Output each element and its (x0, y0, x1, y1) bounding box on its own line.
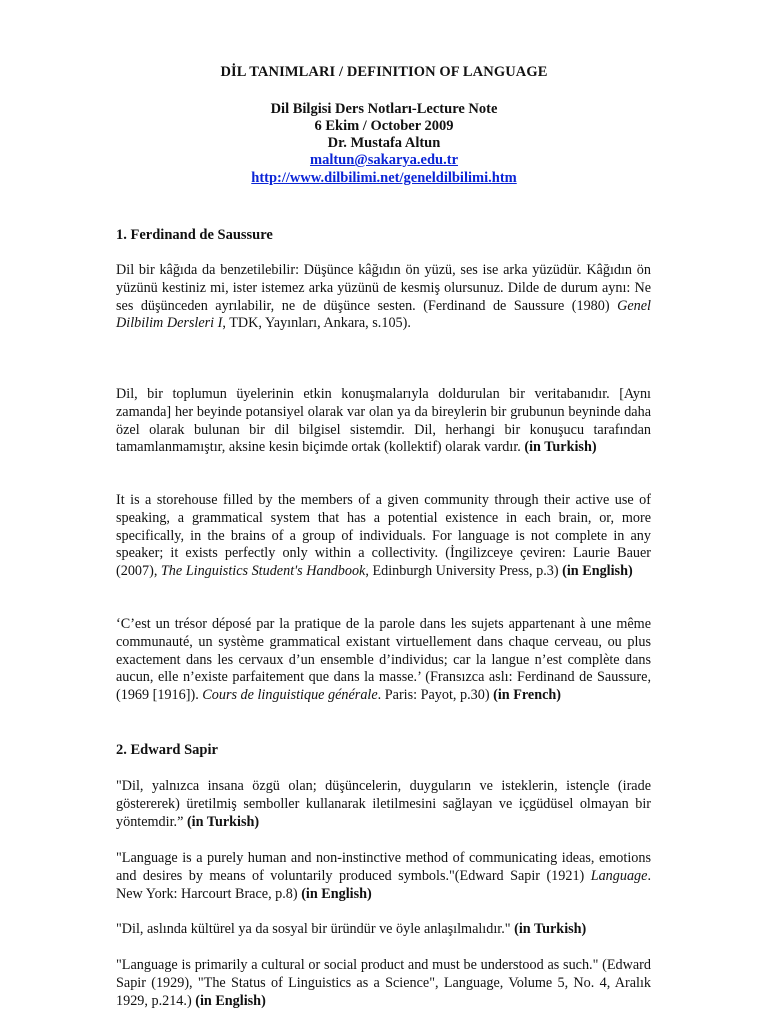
paragraph-text: . New York: Harcourt Brace, p.8) (116, 867, 651, 902)
document-date: 6 Ekim / October 2009 (314, 118, 454, 134)
paragraph-saussure-turkish (116, 386, 651, 457)
paragraph-text: "Language is primarily a cultural or social product and must be understood as such." (Edward Sapir (1929), "The Status of Linguistics as a Science", Language, Volume 5, No. 4, Aralık 1929, p.214.) (116, 957, 651, 1009)
language-tag: (in Turkish) (524, 439, 597, 456)
paragraph-sapir-cultural-english (116, 957, 651, 1010)
website-link[interactable]: http://www.dilbilimi.net/geneldilbilimi.htm (251, 170, 517, 186)
book-title: The Linguistics Student's Handbook (160, 563, 366, 580)
paragraph-text: "Dil, yalnızca insana özgü olan; düşüncelerin, duyguların ve isteklerin, istençle (irade göstererek) üretilmiş semboller kullanarak iletilmesini sağlayan ve içgüdüsel olmayan bir yöntemdir.” (116, 778, 651, 830)
language-tag: (in French) (493, 687, 562, 704)
paragraph-sapir-definition-english (116, 850, 651, 903)
book-title: Cours de linguistique générale (202, 687, 378, 704)
document-title: DİL TANIMLARI / DEFINITION OF LANGUAGE (220, 64, 548, 80)
paragraph-text: Dil, bir toplumun üyelerinin etkin konuşmalarıyla doldurulan bir veritabanıdır. [Aynı zamanda] her beyinde potansiyel olarak var olan ya da bireylerin bir grubunun beyninde daha özel olarak bulunan bir dil bilgisel sistemdir. Dil, herhangi bir konuşucu tarafından tamamlanmamıştır, aksine kesin biçimde ortak (kollektif) olarak vardır. (116, 386, 651, 456)
paragraph-saussure-paper-analogy (116, 262, 651, 333)
course-name: Dil Bilgisi Ders Notları-Lecture Note (270, 101, 498, 117)
paragraph-text: ‘C’est un trésor déposé par la pratique de la parole dans les sujets appartenant à une même communauté, un système grammatical existant virtuellement dans chaque cerveau, ou plus exactement dans les cervaux d’un ensemble d’individus; car la langue n’est complète dans aucun, elle n’existe parfaitement que dans la masse.’ (Fransızca aslı: Ferdinand de Saussure, (1969 [1916]). (116, 616, 651, 704)
paragraph-sapir-definition-turkish (116, 778, 651, 831)
paragraph-text: Dil bir kâğıda da benzetilebilir: Düşünce kâğıdın ön yüzü, ses ise arka yüzüdür. Kâğıdın ön yüzünü kestiniz mi, ister istemez arka yüzünü de kesmiş olursunuz. Dilde de durum aynı: Ne ses düşünceden ayrılabilir, ne de düşünce sesten. (Ferdinand de Saussure (1980) (116, 262, 651, 314)
paragraph-text: "Language is a purely human and non-instinctive method of communicating ideas, emotions and desires by means of voluntarily produced symbols."(Edward Sapir (1921) (116, 850, 651, 884)
book-title: Language (590, 867, 648, 884)
paragraph-text: . Paris: Payot, p.30) (377, 687, 494, 704)
paragraph-saussure-english (116, 492, 651, 581)
paragraph-saussure-french (116, 616, 651, 705)
paragraph-text: "Dil, aslında kültürel ya da sosyal bir üründür ve öyle anlaşılmalıdır." (116, 921, 515, 937)
language-tag: (in Turkish) (186, 813, 260, 830)
book-title: Genel Dilbilim Dersleri I (116, 297, 651, 332)
section-heading-sapir: 2. Edward Sapir (116, 742, 218, 758)
author-email-link[interactable]: maltun@sakarya.edu.tr (309, 152, 459, 168)
language-tag: (in English) (562, 563, 633, 580)
language-tag: (in English) (301, 885, 372, 902)
paragraph-text: It is a storehouse filled by the members of a given community through their active use of speaking, a grammatical system that has a potential existence in each brain, or, more specifically, in the brains of a group of individuals. For language is not complete in any speaker; it exists perfectly only within a collectivity. (İngilizceye çeviren: Laurie Bauer (2007), (116, 492, 651, 580)
section-heading-saussure: 1. Ferdinand de Saussure (116, 227, 273, 243)
paragraph-text: , Edinburgh University Press, p.3) (365, 563, 563, 580)
paragraph-text: , TDK, Yayınları, Ankara, s.105). (222, 315, 411, 332)
language-tag: (in Turkish) (514, 921, 587, 937)
author-name: Dr. Mustafa Altun (327, 135, 441, 151)
paragraph-sapir-cultural-turkish (116, 921, 651, 939)
language-tag: (in English) (195, 992, 266, 1009)
